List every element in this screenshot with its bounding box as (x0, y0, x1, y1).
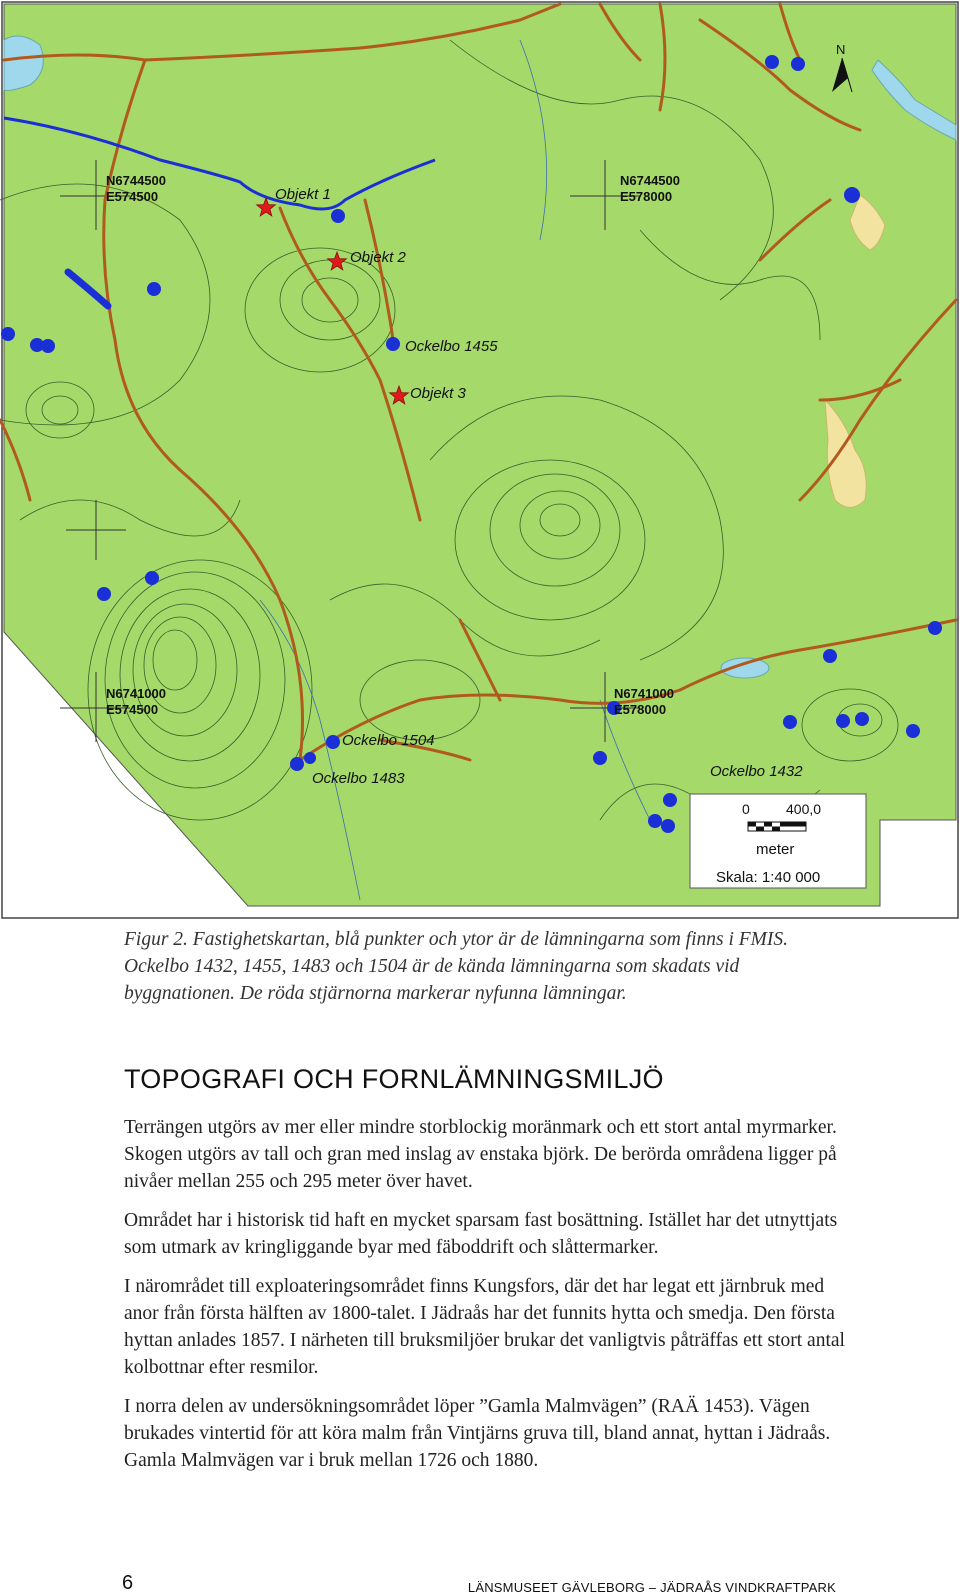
label-ockelbo-1504: Ockelbo 1504 (342, 732, 435, 749)
label-ockelbo-1432: Ockelbo 1432 (710, 763, 803, 780)
coord-n-nw: N6744500 (106, 173, 166, 188)
body-text (124, 1114, 854, 1486)
land-area (4, 4, 956, 906)
scale-box (690, 794, 866, 888)
coord-n-se: N6741000 (614, 686, 674, 701)
label-ockelbo-1483: Ockelbo 1483 (312, 770, 405, 787)
coord-n-sw: N6741000 (106, 686, 166, 701)
coord-e-sw: E574500 (106, 702, 159, 717)
coord-e-nw: E574500 (106, 189, 159, 204)
scale-ratio: Skala: 1:40 000 (716, 869, 821, 886)
label-ockelbo-1455: Ockelbo 1455 (405, 338, 498, 355)
north-label: N (836, 42, 846, 57)
paragraph: Området har i historisk tid haft en mycket sparsam fast bosättning. Istället har det utnyttjats som utmark av kringliggande byar med fäboddrift och slåttermarker. (124, 1210, 838, 1258)
footer-title: LÄNSMUSEET GÄVLEBORG – JÄDRAÅS VINDKRAFTPARK (467, 1580, 836, 1595)
paragraph: I närområdet till exploateringsområdet finns Kungsfors, där det har legat ett järnbruk med anor från första hälften av 1800-talet. I Jädraås har det funnits hytta och smedja. Den första hyttan anlades 1857. I närheten till bruksmiljöer brukar det vanligtvis påträffas ett stort antal kolbottnar efter resmilor. (124, 1276, 845, 1378)
section-heading: TOPOGRAFI OCH FORNLÄMNINGSMILJÖ (124, 1064, 664, 1094)
figure-caption: Figur 2. Fastighetskartan, blå punkter och ytor är de lämningarna som finns i FMIS. Ockelbo 1432, 1455, 1483 och 1504 är de kända lämningarna som skadats vid byggnationen. De röda stjärnorna markerar nyfunna lämningar. (124, 929, 789, 1004)
coord-e-ne: E578000 (620, 189, 673, 204)
page-number: 6 (122, 1572, 134, 1594)
label-objekt-3: Objekt 3 (410, 385, 466, 402)
label-objekt-1: Objekt 1 (275, 186, 331, 203)
paragraph: I norra delen av undersökningsområdet löper ”Gamla Malmvägen” (RAÄ 1453). Vägen brukades vintertid för att köra malm från Vintjärns gruva till, bland annat, hyttan i Jädraås. Gamla Malmvägen var i bruk mellan 1726 och 1880. (124, 1396, 831, 1471)
scale-max: 400,0 (786, 801, 822, 817)
paragraph: Terrängen utgörs av mer eller mindre storblockig moränmark och ett stort antal myrmarker. Skogen utgörs av tall och gran med inslag av enstaka björk. De berörda områdena ligger på nivåer mellan 255 och 295 meter över havet. (124, 1117, 837, 1192)
coord-e-se: E578000 (614, 702, 667, 717)
scale-unit: meter (756, 841, 795, 858)
label-objekt-2: Objekt 2 (350, 249, 406, 266)
scale-zero: 0 (742, 801, 750, 817)
coord-n-ne: N6744500 (620, 173, 680, 188)
